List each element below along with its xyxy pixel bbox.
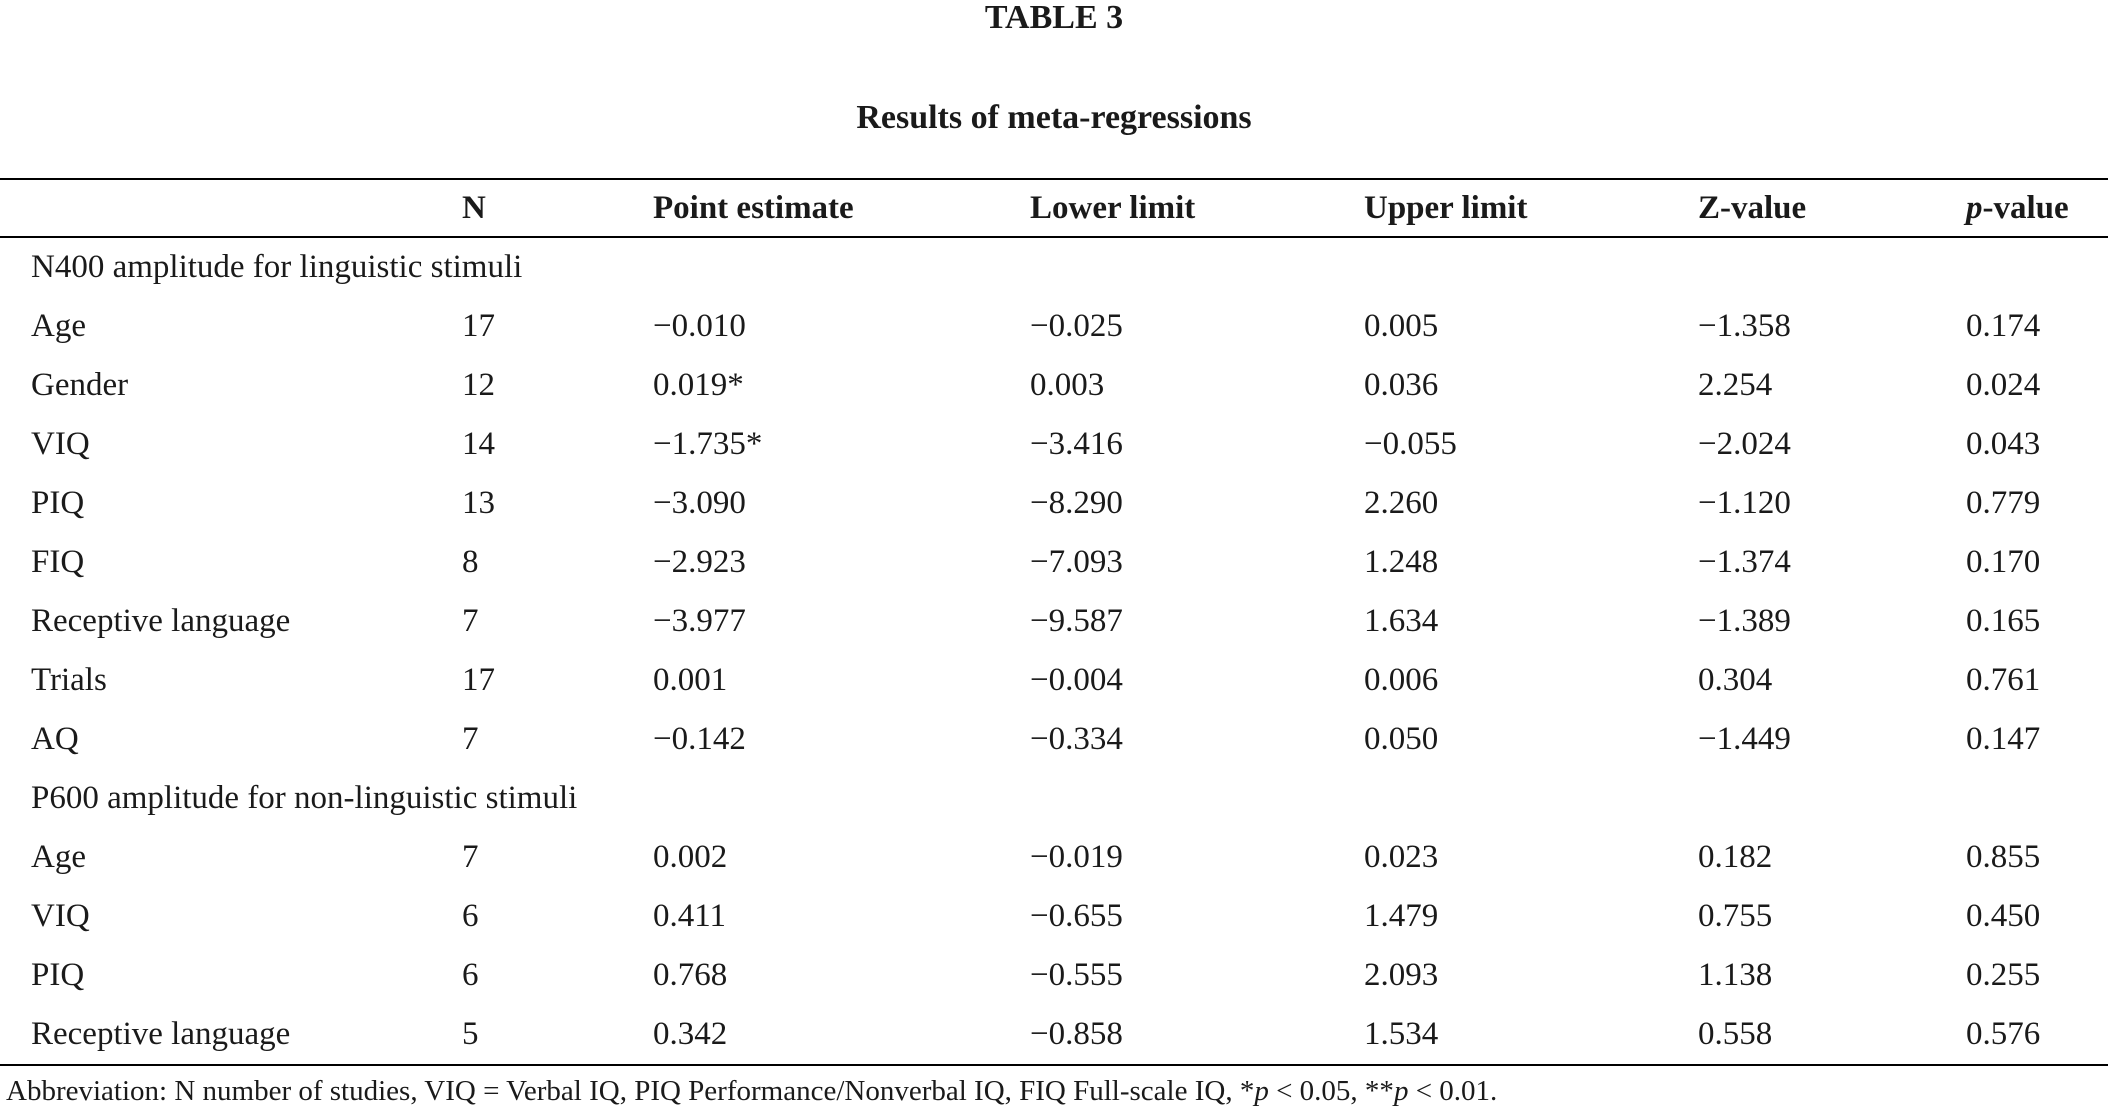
cell-lower-limit: −0.004 bbox=[1030, 662, 1123, 698]
cell-variable: VIQ bbox=[31, 898, 90, 934]
cell-variable: VIQ bbox=[31, 426, 90, 462]
header-p-value bbox=[1966, 179, 2108, 237]
header-z-value: Z-value bbox=[1698, 189, 1807, 226]
cell-z-value: −1.374 bbox=[1698, 544, 1791, 580]
header-p-italic: p bbox=[1966, 189, 1983, 226]
table-row bbox=[0, 592, 2108, 651]
cell-p-value: 0.174 bbox=[1966, 308, 2041, 344]
table-body bbox=[0, 237, 2108, 1065]
cell-upper-limit: 0.050 bbox=[1364, 721, 1439, 757]
cell-lower-limit: −0.555 bbox=[1030, 957, 1123, 993]
cell-n: 17 bbox=[462, 662, 495, 698]
cell-variable: FIQ bbox=[31, 544, 85, 580]
cell-variable: Receptive language bbox=[31, 603, 291, 639]
cell-variable: PIQ bbox=[31, 485, 85, 521]
cell-n: 6 bbox=[462, 957, 479, 993]
cell-z-value: −1.449 bbox=[1698, 721, 1791, 757]
cell-p-value: 0.255 bbox=[1966, 957, 2041, 993]
cell-p-value: 0.165 bbox=[1966, 603, 2041, 639]
cell-n: 17 bbox=[462, 308, 495, 344]
cell-upper-limit: 2.093 bbox=[1364, 957, 1439, 993]
cell-lower-limit: −0.655 bbox=[1030, 898, 1123, 934]
cell-z-value: −1.120 bbox=[1698, 485, 1791, 521]
cell-lower-limit: −7.093 bbox=[1030, 544, 1123, 580]
cell-point-estimate: −1.735* bbox=[653, 426, 763, 462]
cell-point-estimate: 0.019* bbox=[653, 367, 744, 403]
cell-variable: AQ bbox=[31, 721, 79, 757]
cell-z-value: 0.304 bbox=[1698, 662, 1773, 698]
footnote-text-1: Abbreviation: N number of studies, VIQ = Verbal IQ, PIQ Performance/Nonverbal IQ, FIQ Full-scale IQ, * bbox=[6, 1075, 1255, 1107]
cell-variable: Age bbox=[31, 308, 86, 344]
footnote-text-2: < 0.05, ** bbox=[1268, 1075, 1394, 1107]
cell-point-estimate: −3.090 bbox=[653, 485, 746, 521]
cell-point-estimate: −0.142 bbox=[653, 721, 746, 757]
table-row bbox=[0, 887, 2108, 946]
section-title: P600 amplitude for non-linguistic stimuli bbox=[31, 780, 578, 816]
cell-z-value: −1.358 bbox=[1698, 308, 1791, 344]
table-row bbox=[0, 297, 2108, 356]
header-upper-limit: Upper limit bbox=[1364, 189, 1528, 226]
cell-upper-limit: −0.055 bbox=[1364, 426, 1457, 462]
table-row bbox=[0, 1005, 2108, 1065]
cell-upper-limit: 2.260 bbox=[1364, 485, 1439, 521]
cell-n: 12 bbox=[462, 367, 495, 403]
header-point-estimate: Point estimate bbox=[653, 189, 854, 226]
header-p-suffix: -value bbox=[1982, 189, 2069, 226]
cell-p-value: 0.024 bbox=[1966, 367, 2041, 403]
cell-point-estimate: 0.001 bbox=[653, 662, 728, 698]
table-row bbox=[0, 356, 2108, 415]
table-row bbox=[0, 415, 2108, 474]
cell-point-estimate: −0.010 bbox=[653, 308, 746, 344]
cell-n: 8 bbox=[462, 544, 479, 580]
cell-z-value: 0.182 bbox=[1698, 839, 1773, 875]
header-n: N bbox=[462, 189, 486, 226]
section-row bbox=[0, 769, 2108, 828]
table-label: TABLE 3 bbox=[984, 0, 1124, 36]
header-variable bbox=[0, 179, 462, 237]
cell-point-estimate: −2.923 bbox=[653, 544, 746, 580]
cell-n: 7 bbox=[462, 603, 479, 639]
cell-n: 13 bbox=[462, 485, 495, 521]
cell-variable: Gender bbox=[31, 367, 129, 403]
cell-upper-limit: 0.036 bbox=[1364, 367, 1439, 403]
cell-lower-limit: −3.416 bbox=[1030, 426, 1123, 462]
cell-point-estimate: 0.342 bbox=[653, 1016, 728, 1052]
table-row bbox=[0, 651, 2108, 710]
cell-lower-limit: 0.003 bbox=[1030, 367, 1105, 403]
cell-n: 6 bbox=[462, 898, 479, 934]
cell-lower-limit: −0.858 bbox=[1030, 1016, 1123, 1052]
cell-point-estimate: 0.002 bbox=[653, 839, 728, 875]
cell-lower-limit: −9.587 bbox=[1030, 603, 1123, 639]
cell-z-value: 2.254 bbox=[1698, 367, 1773, 403]
cell-p-value: 0.761 bbox=[1966, 662, 2041, 698]
cell-p-value: 0.450 bbox=[1966, 898, 2041, 934]
cell-variable: Receptive language bbox=[31, 1016, 291, 1052]
cell-upper-limit: 1.248 bbox=[1364, 544, 1439, 580]
cell-p-value: 0.779 bbox=[1966, 485, 2041, 521]
cell-z-value: 1.138 bbox=[1698, 957, 1773, 993]
footnote-p2: p bbox=[1393, 1075, 1409, 1107]
cell-point-estimate: 0.411 bbox=[653, 898, 727, 934]
cell-point-estimate: −3.977 bbox=[653, 603, 746, 639]
table-caption: Results of meta-regressions bbox=[856, 99, 1252, 136]
cell-upper-limit: 1.634 bbox=[1364, 603, 1439, 639]
header-row bbox=[0, 179, 2108, 237]
cell-p-value: 0.147 bbox=[1966, 721, 2041, 757]
cell-upper-limit: 0.023 bbox=[1364, 839, 1439, 875]
cell-upper-limit: 0.006 bbox=[1364, 662, 1439, 698]
cell-n: 5 bbox=[462, 1016, 479, 1052]
cell-variable: Trials bbox=[31, 662, 107, 698]
cell-upper-limit: 0.005 bbox=[1364, 308, 1439, 344]
footnote-p1: p bbox=[1254, 1075, 1269, 1107]
cell-n: 7 bbox=[462, 839, 479, 875]
cell-lower-limit: −8.290 bbox=[1030, 485, 1123, 521]
cell-upper-limit: 1.479 bbox=[1364, 898, 1439, 934]
table-row bbox=[0, 474, 2108, 533]
cell-lower-limit: −0.019 bbox=[1030, 839, 1123, 875]
table-row bbox=[0, 946, 2108, 1005]
cell-lower-limit: −0.025 bbox=[1030, 308, 1123, 344]
cell-p-value: 0.170 bbox=[1966, 544, 2041, 580]
cell-variable: PIQ bbox=[31, 957, 85, 993]
section-row bbox=[0, 237, 2108, 297]
results-table-container bbox=[0, 178, 2108, 1066]
cell-z-value: 0.755 bbox=[1698, 898, 1773, 934]
footnote-text-3: < 0.01. bbox=[1408, 1075, 1498, 1107]
cell-z-value: −1.389 bbox=[1698, 603, 1791, 639]
cell-p-value: 0.043 bbox=[1966, 426, 2041, 462]
cell-n: 14 bbox=[462, 426, 495, 462]
results-table bbox=[0, 178, 2108, 1066]
cell-z-value: 0.558 bbox=[1698, 1016, 1773, 1052]
table-row bbox=[0, 828, 2108, 887]
section-title: N400 amplitude for linguistic stimuli bbox=[31, 249, 523, 285]
cell-z-value: −2.024 bbox=[1698, 426, 1791, 462]
cell-p-value: 0.855 bbox=[1966, 839, 2041, 875]
table-footnote bbox=[6, 1073, 1497, 1109]
cell-lower-limit: −0.334 bbox=[1030, 721, 1123, 757]
table-row bbox=[0, 710, 2108, 769]
cell-p-value: 0.576 bbox=[1966, 1016, 2041, 1052]
table-row bbox=[0, 533, 2108, 592]
cell-variable: Age bbox=[31, 839, 86, 875]
cell-n: 7 bbox=[462, 721, 479, 757]
header-lower-limit: Lower limit bbox=[1030, 189, 1196, 226]
cell-upper-limit: 1.534 bbox=[1364, 1016, 1439, 1052]
cell-point-estimate: 0.768 bbox=[653, 957, 728, 993]
